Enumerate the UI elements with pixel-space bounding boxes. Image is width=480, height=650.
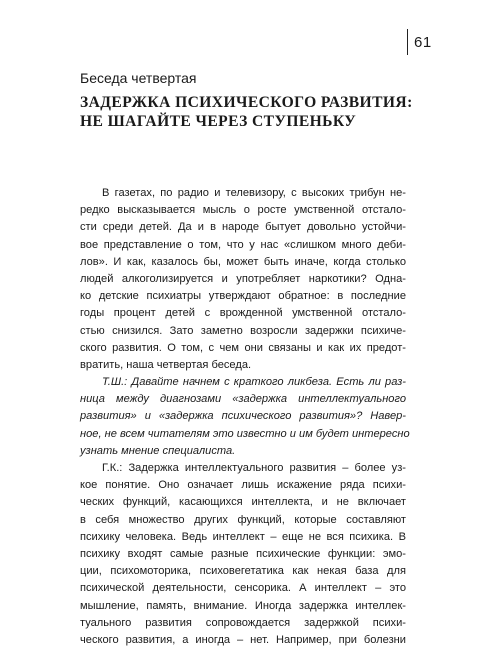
text-line: туального развития сопровождается задержкой психи- [80,616,406,629]
text-line: лов». И как, казалось бы, может быть иначе, когда столько [80,255,406,268]
text-line: ное, не всем читателям это известно и им будет интересно [80,427,410,440]
text-line: ции, психомоторика, психовегетатика как некая база для [80,565,406,578]
page-number: 61 [414,34,432,51]
text-line: сти среди детей. Да и в народе бытует довольно устойчи- [80,221,406,234]
header-divider [407,29,408,55]
text-line: Т.Ш.: Давайте начнем с краткого ликбеза. Есть ли раз- [102,376,406,388]
text-line: кое понятие. Оно означает лишь искажение ряда психи- [80,479,406,492]
intro-paragraph [80,185,406,374]
text-line: ческих функций, касающихся интеллекта, и не включает [80,496,406,509]
text-line: психической деятельности, сенсорика. А интеллект – это [80,582,406,595]
text-line: вое представление о том, что у нас «слишком много деби- [80,238,406,251]
text-line: психику входят самые разные психические функции: эмо- [80,548,406,561]
chapter-title-line: НЕ ШАГАЙТЕ ЧЕРЕЗ СТУПЕНЬКУ [80,113,357,130]
chapter-title [80,93,420,131]
text-line: развития» и «задержка психического развития»? Навер- [80,410,406,423]
text-line: ница между диагнозами «задержка интеллектуального [80,393,406,406]
text-line: психику человека. Ведь интеллект – еще не вся психика. В [80,530,406,543]
chapter-title-line: ЗАДЕРЖКА ПСИХИЧЕСКОГО РАЗВИТИЯ: [80,94,413,111]
text-line: стью снизился. Зато заметно возросли задержки психиче- [80,324,406,337]
text-line: годы процент детей с врожденной умственной отстало- [80,307,406,320]
text-line: людей алкоголизируется и употребляет наркотики? Одна- [80,273,406,286]
text-line: узнать мнение специалиста. [80,444,236,457]
text-line: ского развития. О том, с чем они связаны и как их предот- [80,341,406,354]
text-line: В газетах, по радио и телевизору, с высоких трибун не- [102,187,406,199]
dialog-section [80,374,410,649]
interviewer-question [80,374,410,460]
text-line: ко детские психиатры утверждают обратное: в последние [80,290,406,303]
expert-answer [80,460,406,649]
chapter-label: Беседа четвертая [80,70,197,86]
text-line: Г.К.: Задержка интеллектуального развития – более уз- [102,462,406,475]
text-line: редко высказывается мысль о росте умственной отстало- [80,204,406,217]
text-line: мышление, память, внимание. Иногда задержка интеллек- [80,599,406,612]
text-line: ческого развития, а иногда – нет. Например, при болезни [80,634,406,647]
text-line: в себя множество других функций, которые составляют [80,513,406,526]
text-line: вратить, наша четвертая беседа. [80,359,252,372]
